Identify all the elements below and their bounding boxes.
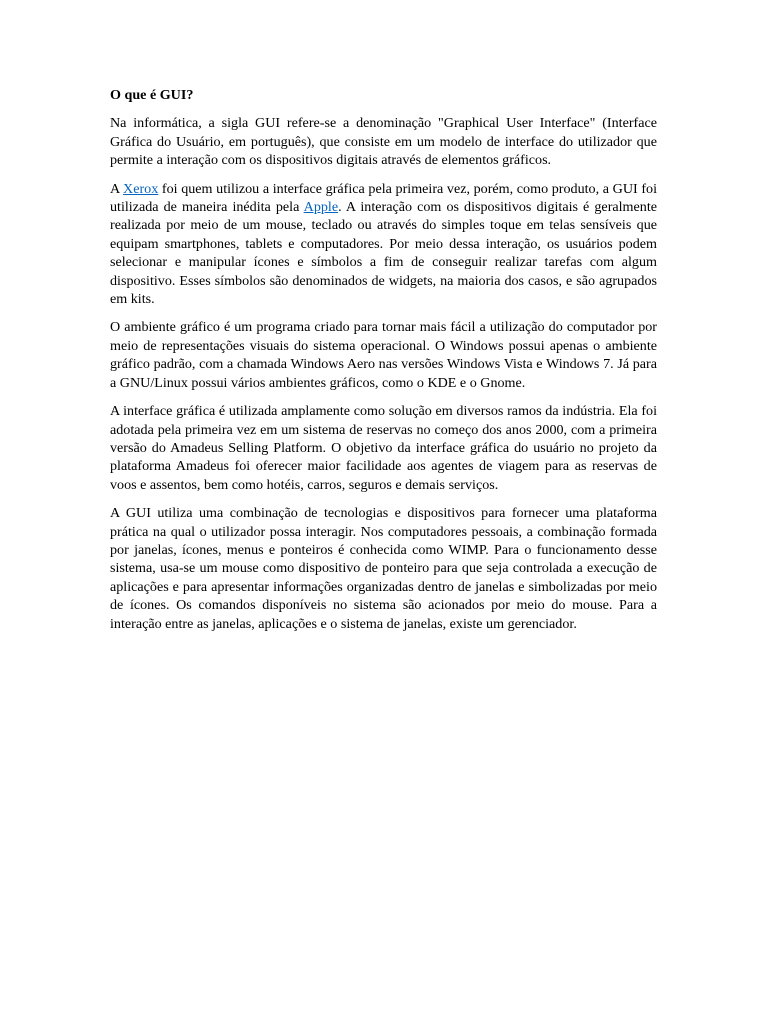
document-title: O que é GUI? — [110, 87, 194, 103]
document-page — [110, 86, 657, 643]
paragraph-1: Na informática, a sigla GUI refere-se a denominação "Graphical User Interface" (Interface Gráfica do Usuário, em português), que consiste em um modelo de interface do utilizador que permite a interação com os dispositivos digitais através de elementos gráficos. — [110, 115, 657, 169]
xerox-link[interactable]: Xerox — [123, 180, 159, 197]
paragraph-2-text-c: . A interação com os dispositivos digitais é geralmente realizada por meio de um mouse, teclado ou através do simples toque em telas sensíveis que equipam smartphones, tablets e computadores. Por meio dessa interação, os usuários podem selecionar e manipular ícones e símbolos a fim de conseguir realizar tarefas com algum dispositivo. Esses símbolos são denominados de widgets, na maioria dos casos, e são agrupados em kits. — [110, 199, 657, 308]
paragraph-3: O ambiente gráfico é um programa criado para tornar mais fácil a utilização do computador por meio de representações visuais do sistema operacional. O Windows possui apenas o ambiente gráfico padrão, com a chamada Windows Aero nas versões Windows Vista e Windows 7. Já para a GNU/Linux possui vários ambientes gráficos, como o KDE e o Gnome. — [110, 319, 657, 391]
paragraph-2-text-a: A — [110, 180, 124, 197]
apple-link[interactable]: Apple — [303, 199, 339, 216]
paragraph-2-text-b: foi quem utilizou a interface gráfica pela primeira vez, porém, como produto, a GUI foi utilizada de maneira inédita pela — [110, 180, 657, 216]
paragraph-4: A interface gráfica é utilizada amplamente como solução em diversos ramos da indústria. Ela foi adotada pela primeira vez em um sistema de reservas no começo dos anos 2000, com a primeira versão do Amadeus Selling Platform. O objetivo da interface gráfica do usuário no projeto da plataforma Amadeus foi oferecer maior facilidade aos agentes de viagem para as reservas de voos e assentos, bem como hotéis, carros, seguros e demais serviços. — [110, 403, 657, 493]
paragraph-2 — [110, 180, 657, 309]
paragraph-5: A GUI utiliza uma combinação de tecnologias e dispositivos para fornecer uma plataforma prática na qual o utilizador possa interagir. Nos computadores pessoais, a combinação formada por janelas, ícones, menus e ponteiros é conhecida como WIMP. Para o funcionamento desse sistema, usa-se um mouse como dispositivo de ponteiro para que seja controlada a execução de aplicações e para apresentar informações organizadas dentro de janelas e simbolizadas por meio de ícones. Os comandos disponíveis no sistema são acionados por meio do mouse. Para a interação entre as janelas, aplicações e o sistema de janelas, existe um gerenciador. — [110, 505, 657, 632]
